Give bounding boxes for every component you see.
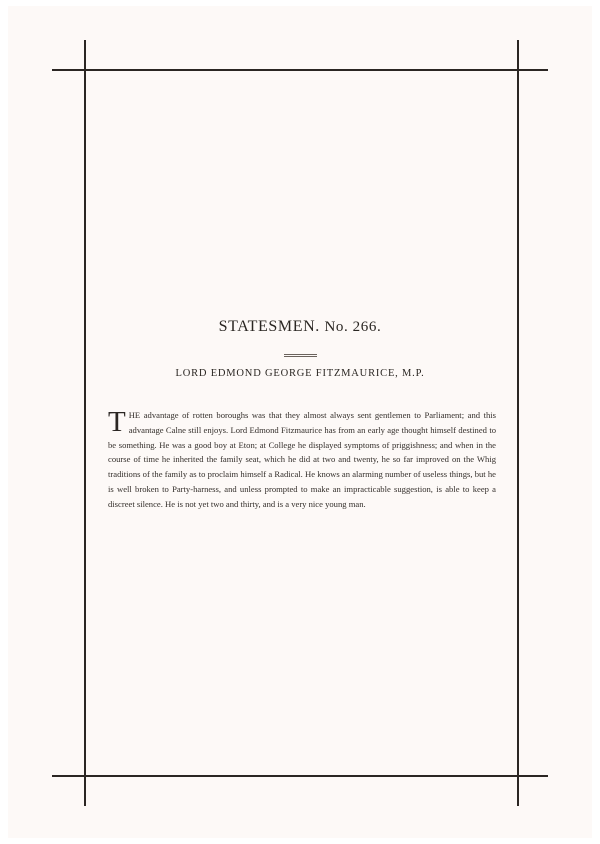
series-number: No. 266. [324,319,382,335]
subject-name: LORD EDMOND GEORGE FITZMAURICE, M.P. [175,368,425,379]
bottom-border-rule [52,775,548,777]
page-title [0,318,600,336]
top-border-rule [52,69,548,71]
article-body [108,408,496,512]
drop-cap: T [108,406,126,438]
left-border-rule [84,40,86,806]
title-divider [284,354,317,357]
article-text: HE advantage of rotten boroughs was that they almost always sent gentlemen to Parliament; and this advantage Calne still enjoys. Lord Edmond Fitzmaurice has from an early age thought himself destined to be something. He was a good boy at Eton; at College he displayed symptoms of priggishness; and when in the course of time he inherited the family seat, which he did at two and twenty, he so far improved on the Whig traditions of the family as to proclaim himself a Radical. He knows an alarming number of useless things, but he is well broken to Party-harness, and unless prompted to make an impracticable suggestion, is able to keep a discreet silence. He is not yet two and thirty, and is a very nice young man. [108,410,496,509]
right-border-rule [517,40,519,806]
series-name: STATESMEN. [218,318,320,335]
